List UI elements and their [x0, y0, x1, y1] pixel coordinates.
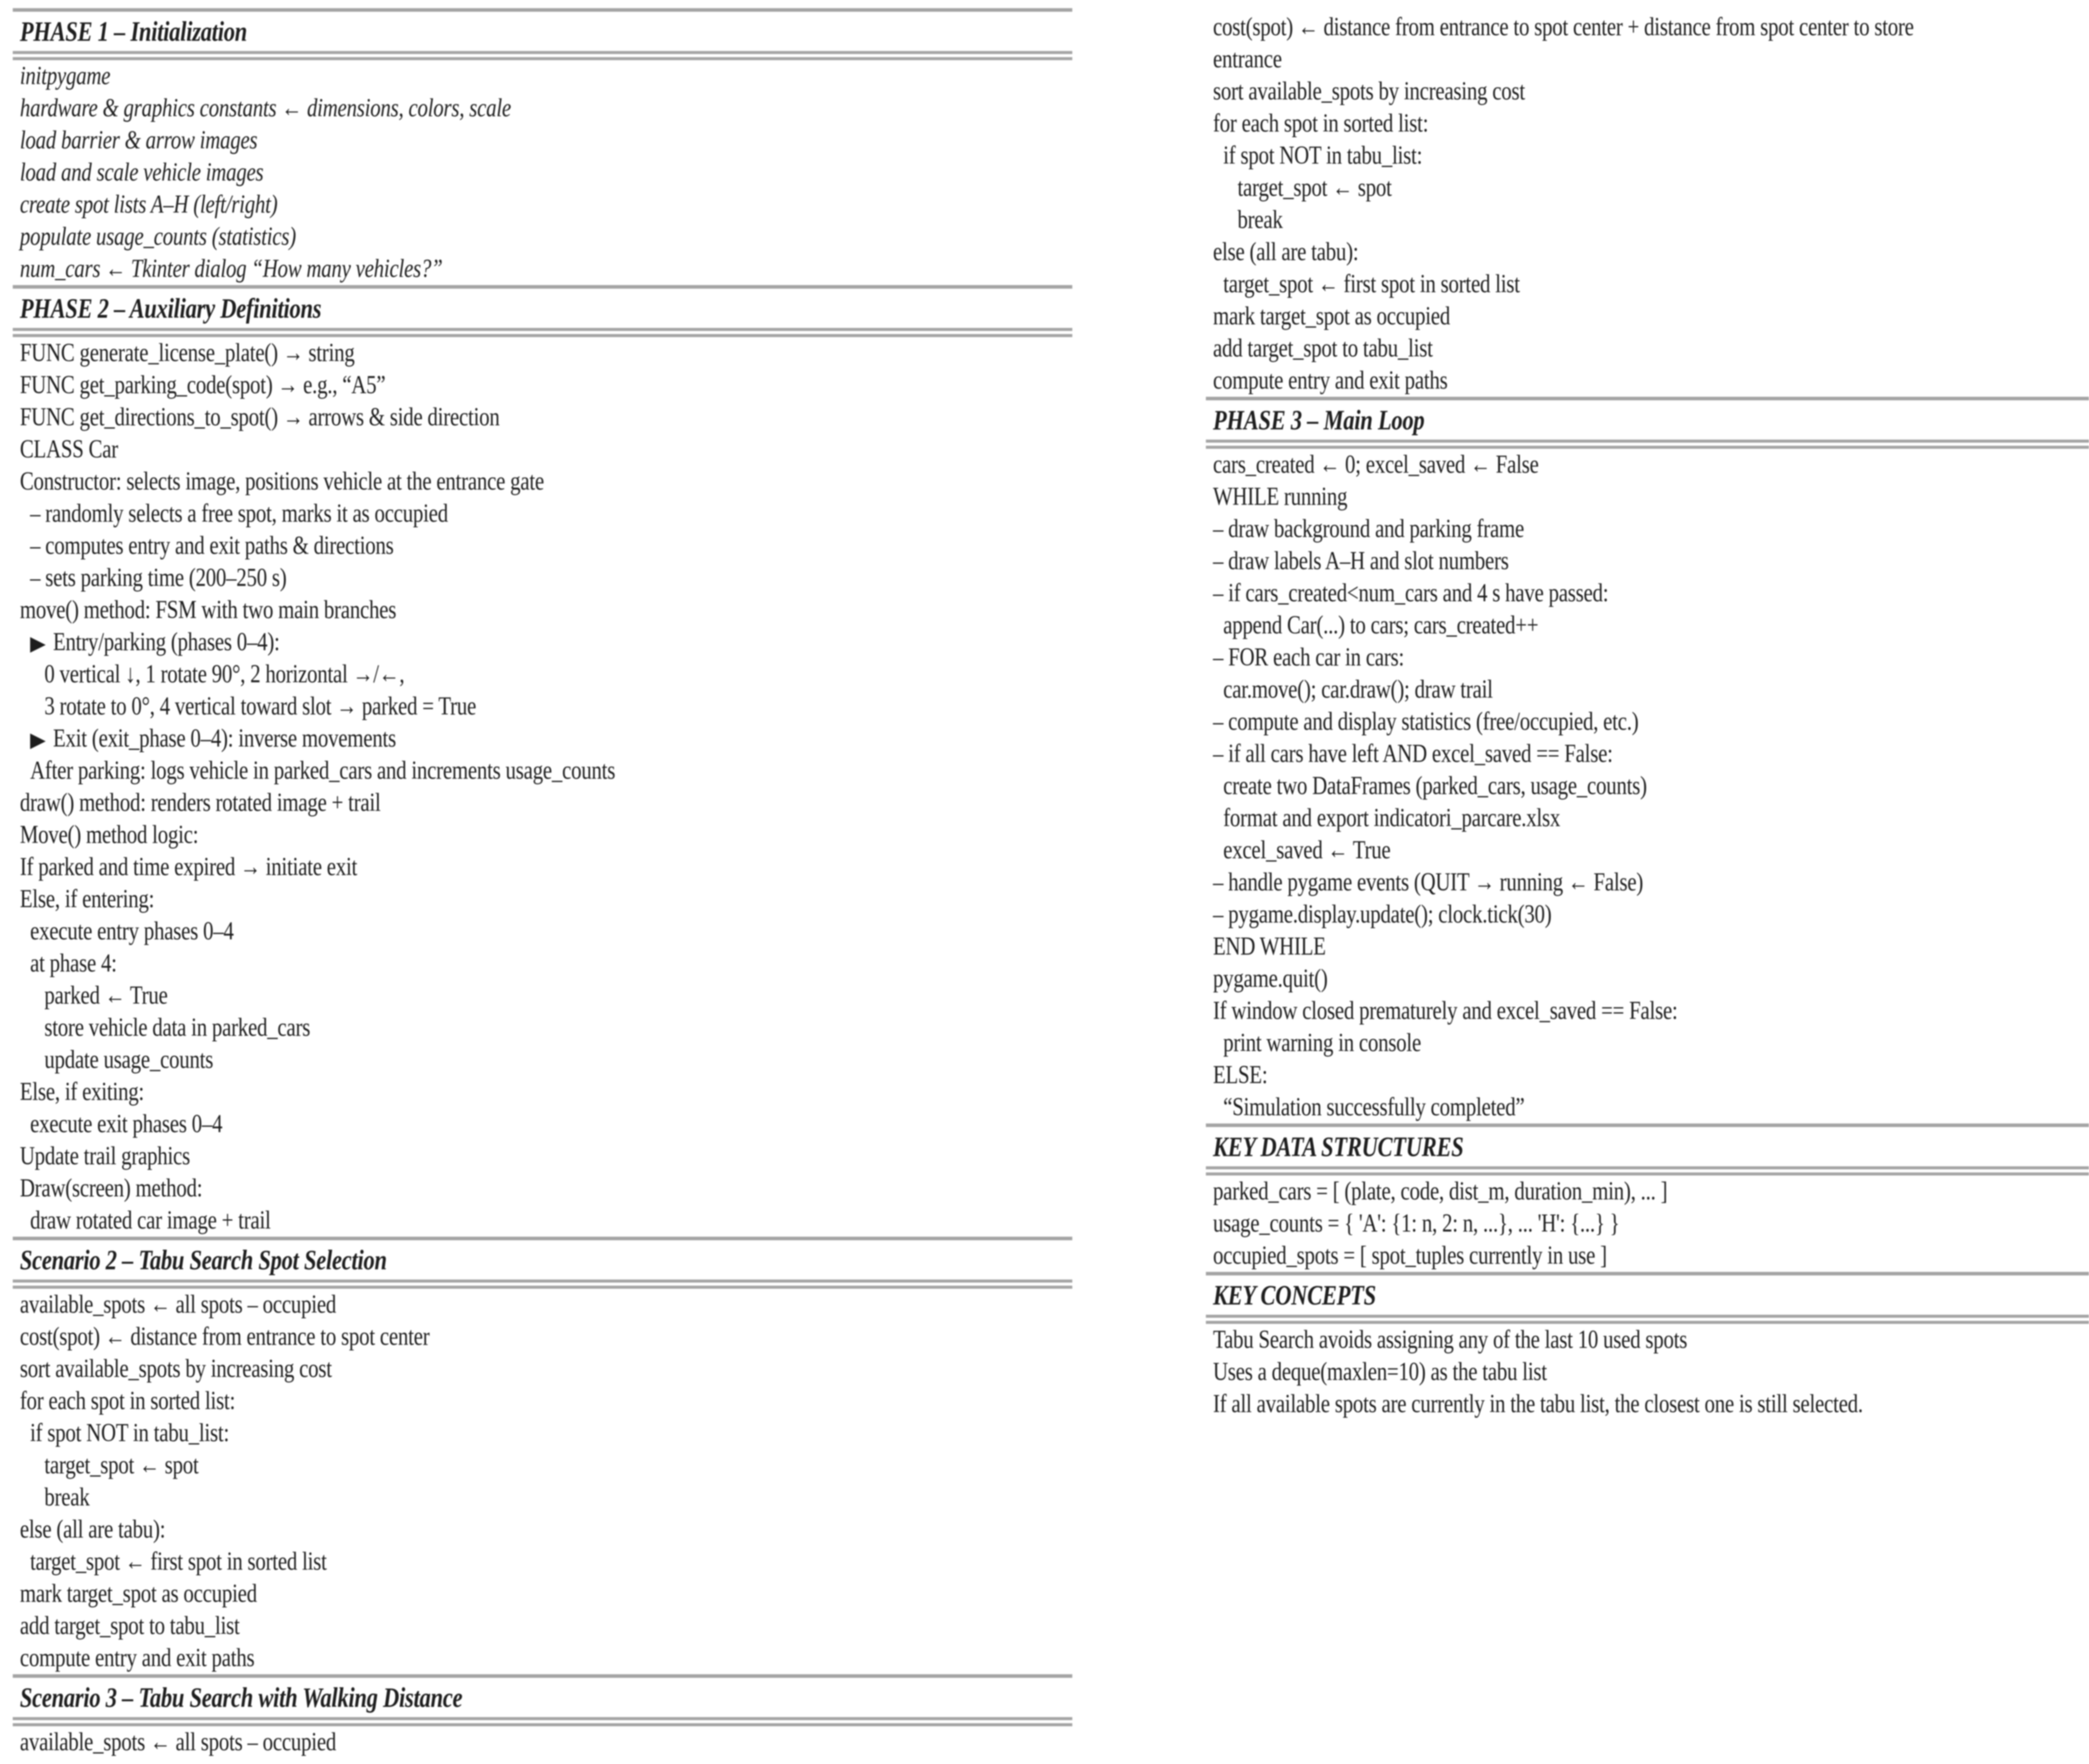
pseudocode-line-text: – if all cars have left AND excel_saved == False: [1213, 739, 1613, 768]
pseudocode-line [1206, 140, 2089, 172]
pseudocode-line [13, 787, 1072, 819]
pseudocode-line [13, 626, 1072, 658]
section-title: PHASE 2 – Auxiliary Definitions [20, 293, 322, 324]
section-title: KEY DATA STRUCTURES [1213, 1131, 1464, 1162]
section-title: Scenario 3 – Tabu Search with Walking Distance [20, 1682, 462, 1713]
section-title: KEY CONCEPTS [1213, 1280, 1376, 1311]
pseudocode-line [13, 1205, 1072, 1237]
pseudocode-line [1206, 333, 2089, 365]
section-phase-3-main-loop [1206, 397, 2089, 1123]
pseudocode-line [1206, 1356, 2089, 1388]
pseudocode-line [1206, 1240, 2089, 1272]
pseudocode-line [13, 530, 1072, 562]
pseudocode-line-text: draw() method: renders rotated image + trail [20, 788, 381, 817]
pseudocode-line-text: Else, if entering: [20, 885, 154, 913]
pseudocode-line [1206, 11, 2089, 43]
pseudocode-line [1206, 172, 2089, 204]
pseudocode-line-text: Exit (exit_phase 0–4): inverse movements [53, 724, 396, 753]
pseudocode-line-text: entrance [1213, 45, 1282, 73]
pseudocode-line-text: break [1237, 206, 1283, 234]
pseudocode-line-text: Else, if exiting: [20, 1078, 144, 1106]
pseudocode-line [13, 1610, 1072, 1642]
pseudocode-line [1206, 995, 2089, 1027]
pseudocode-line-text: available_spots ← all spots – occupied [20, 1290, 337, 1319]
section-header-phase-1-initialization [13, 8, 1072, 60]
pseudocode-line-text: – randomly selects a free spot, marks it as occupied [30, 499, 448, 528]
pseudocode-line [13, 1044, 1072, 1076]
pseudocode-line-text: append Car(...) to cars; cars_created++ [1223, 611, 1539, 640]
pseudocode-line-text: Update trail graphics [20, 1142, 190, 1170]
pseudocode-line [1206, 108, 2089, 140]
pseudocode-line [13, 221, 1072, 253]
pseudocode-line-text: load barrier & arrow images [20, 126, 257, 155]
pseudocode-line [1206, 706, 2089, 738]
pseudocode-line [13, 189, 1072, 221]
pseudocode-line-text: update usage_counts [44, 1045, 214, 1074]
pseudocode-line [13, 1642, 1072, 1674]
pseudocode-line-text: “Simulation successfully completed” [1223, 1093, 1525, 1121]
pseudocode-line-text: parked ← True [44, 981, 168, 1010]
pseudocode-line-text: – compute and display statistics (free/occupied, etc.) [1213, 707, 1639, 736]
pseudocode-line [1206, 545, 2089, 577]
pseudocode-line-text: If parked and time expired → initiate exit [20, 853, 357, 881]
pseudocode-line [13, 1012, 1072, 1044]
section-title: Scenario 2 – Tabu Search Spot Selection [20, 1244, 387, 1275]
pseudocode-line [1206, 1388, 2089, 1420]
pseudocode-line-text: available_spots ← all spots – occupied [20, 1728, 337, 1756]
pseudocode-line-text: FUNC get_parking_code(spot) → e.g., “A5” [20, 371, 385, 399]
pseudocode-line [1206, 931, 2089, 963]
pseudocode-line [1206, 365, 2089, 397]
pseudocode-line-text: print warning in console [1223, 1029, 1421, 1057]
pseudocode-line-text: usage_counts = { 'A': {1: n, 2: n, ...}, ... 'H': {...} } [1213, 1209, 1620, 1238]
pseudocode-line-text: else (all are tabu): [20, 1515, 166, 1544]
pseudocode-line-text: – draw background and parking frame [1213, 515, 1524, 543]
pseudocode-line-text: excel_saved ← True [1223, 836, 1391, 864]
pseudocode-line [1206, 1059, 2089, 1091]
pseudocode-line [1206, 866, 2089, 899]
pseudocode-line [13, 1172, 1072, 1205]
pseudocode-line-text: sort available_spots by increasing cost [1213, 77, 1525, 106]
pseudocode-line-text: Entry/parking (phases 0–4): [53, 628, 280, 656]
pseudocode-line [13, 1481, 1072, 1514]
pseudocode-line [13, 691, 1072, 723]
pseudocode-line-text: sort available_spots by increasing cost [20, 1354, 332, 1383]
section-header-key-data-structures [1206, 1123, 2089, 1175]
pseudocode-line [13, 915, 1072, 948]
pseudocode-line-text: – draw labels A–H and slot numbers [1213, 547, 1509, 575]
pseudocode-line [13, 1417, 1072, 1449]
pseudocode-table-left-column [13, 8, 1072, 1758]
pseudocode-line [1206, 834, 2089, 866]
pseudocode-line-text: add target_spot to tabu_list [1213, 334, 1433, 363]
pseudocode-line [13, 1726, 1072, 1758]
pseudocode-line-text: – FOR each car in cars: [1213, 643, 1404, 672]
pseudocode-line-text: for each spot in sorted list: [1213, 109, 1429, 138]
pseudocode-line [13, 60, 1072, 92]
pseudocode-line [13, 1578, 1072, 1610]
pseudocode-line-text: break [44, 1483, 90, 1512]
section-header-key-concepts [1206, 1272, 2089, 1324]
section-header-scenario-2-tabu-search-spot-selection [13, 1237, 1072, 1289]
section-scenario-3-tabu-search-with-walking-distance [13, 1674, 1072, 1758]
pseudocode-line-text: car.move(); car.draw(); draw trail [1223, 675, 1493, 704]
pseudocode-line-text: After parking: logs vehicle in parked_cars and increments usage_counts [30, 756, 615, 785]
pseudocode-line [1206, 642, 2089, 674]
pseudocode-line-text: at phase 4: [30, 949, 117, 978]
pseudocode-line [1206, 609, 2089, 642]
pseudocode-line [13, 1353, 1072, 1385]
pseudocode-line-text: execute entry phases 0–4 [30, 917, 234, 945]
pseudocode-line-text: 3 rotate to 0°, 4 vertical toward slot → parked = True [44, 692, 476, 721]
pseudocode-line-text: draw rotated car image + trail [30, 1206, 271, 1235]
pseudocode-line [1206, 1027, 2089, 1059]
pseudocode-line-text: store vehicle data in parked_cars [44, 1013, 311, 1042]
section-header-phase-2-auxiliary-definitions [13, 285, 1072, 337]
pseudocode-line [13, 819, 1072, 851]
pseudocode-line-text: Move() method logic: [20, 821, 198, 849]
section-scenario-2-tabu-search-spot-selection [13, 1237, 1072, 1674]
pseudocode-line [1206, 1175, 2089, 1208]
pseudocode-line-text: for each spot in sorted list: [20, 1387, 236, 1415]
pseudocode-line-text: Constructor: selects image, positions vehicle at the entrance gate [20, 467, 544, 496]
pseudocode-line [13, 948, 1072, 980]
pseudocode-line-text: target_spot ← first spot in sorted list [1223, 270, 1520, 298]
pseudocode-line-text: hardware & graphics constants ← dimensions, colors, scale [20, 94, 511, 122]
pseudocode-line [13, 1449, 1072, 1481]
pseudocode-line-text: move() method: FSM with two main branches [20, 596, 396, 624]
pseudocode-line-text: WHILE running [1213, 482, 1348, 511]
pseudocode-line-text: compute entry and exit paths [20, 1644, 254, 1672]
pseudocode-line [1206, 268, 2089, 300]
pseudocode-line [13, 1546, 1072, 1578]
pseudocode-line [13, 723, 1072, 755]
pseudocode-line-text: target_spot ← spot [44, 1451, 199, 1479]
pseudocode-line-text: mark target_spot as occupied [20, 1579, 257, 1608]
pseudocode-line-text: Tabu Search avoids assigning any of the last 10 used spots [1213, 1325, 1687, 1354]
pseudocode-line [1206, 204, 2089, 236]
pseudocode-line [1206, 43, 2089, 75]
pseudocode-line [1206, 899, 2089, 931]
pseudocode-line [1206, 963, 2089, 995]
pseudocode-line [13, 851, 1072, 883]
pseudocode-line [13, 1076, 1072, 1108]
pseudocode-line [13, 253, 1072, 285]
pseudocode-line-text: – pygame.display.update(); clock.tick(30) [1213, 900, 1552, 929]
pseudocode-line [1206, 738, 2089, 770]
pseudocode-line [13, 92, 1072, 124]
pseudocode-line [13, 1140, 1072, 1172]
pseudocode-line [13, 369, 1072, 401]
pseudocode-line-text: Draw(screen) method: [20, 1174, 202, 1203]
pseudocode-line-text: parked_cars = [ (plate, code, dist_m, duration_min), ... ] [1213, 1177, 1668, 1206]
pseudocode-line-text: If window closed prematurely and excel_saved == False: [1213, 996, 1678, 1025]
pseudocode-line [13, 157, 1072, 189]
section-key-concepts [1206, 1272, 2089, 1420]
pseudocode-line [1206, 770, 2089, 802]
pseudocode-line [1206, 1091, 2089, 1123]
pseudocode-line-text: CLASS Car [20, 435, 118, 464]
pseudocode-line [13, 658, 1072, 691]
pseudocode-line [13, 466, 1072, 498]
pseudocode-line-text: num_cars ← Tkinter dialog “How many vehicles?” [20, 254, 443, 283]
pseudocode-line-text: FUNC generate_license_plate() → string [20, 339, 355, 367]
pseudocode-line-text: – computes entry and exit paths & directions [30, 531, 394, 560]
pseudocode-line-text: cost(spot) ← distance from entrance to spot center [20, 1322, 430, 1351]
pseudocode-line-text: – handle pygame events (QUIT → running ← False) [1213, 868, 1643, 897]
pseudocode-line [1206, 577, 2089, 609]
pseudocode-line-text: – if cars_created<num_cars and 4 s have passed: [1213, 579, 1609, 607]
section-phase-2-auxiliary-definitions [13, 285, 1072, 1237]
pseudocode-line-text: pygame.quit() [1213, 964, 1328, 993]
pseudocode-line-text: FUNC get_directions_to_spot() → arrows & side direction [20, 403, 500, 431]
pseudocode-line [1206, 1208, 2089, 1240]
pseudocode-line [1206, 236, 2089, 268]
pseudocode-line-text: if spot NOT in tabu_list: [1223, 141, 1423, 170]
pseudocode-line-text: cars_created ← 0; excel_saved ← False [1213, 450, 1539, 479]
pseudocode-table-right-column [1206, 11, 2089, 1420]
pseudocode-line [1206, 481, 2089, 513]
pseudocode-line-text: else (all are tabu): [1213, 238, 1359, 266]
pseudocode-line [1206, 1324, 2089, 1356]
section-phase-1-initialization [13, 8, 1072, 285]
pseudocode-line-text: target_spot ← spot [1237, 173, 1392, 202]
pseudocode-line [1206, 300, 2089, 333]
pseudocode-line [13, 498, 1072, 530]
pseudocode-line-text: 0 vertical ↓, 1 rotate 90°, 2 horizontal →/←, [44, 660, 405, 688]
pseudocode-line-text: initpygame [20, 62, 111, 90]
pseudocode-line [13, 124, 1072, 157]
pseudocode-line [13, 1321, 1072, 1353]
pseudocode-line [1206, 802, 2089, 834]
pseudocode-line [13, 755, 1072, 787]
section-header-scenario-3-tabu-search-with-walking-distance [13, 1674, 1072, 1726]
pseudocode-line [1206, 449, 2089, 481]
pseudocode-line-text: Uses a deque(maxlen=10) as the tabu list [1213, 1358, 1547, 1386]
section-key-data-structures [1206, 1123, 2089, 1272]
pseudocode-line-text: compute entry and exit paths [1213, 366, 1448, 395]
pseudocode-line-text: END WHILE [1213, 932, 1326, 961]
pseudocode-line [13, 1385, 1072, 1417]
pseudocode-line-text: format and export indicatori_parcare.xlsx [1223, 804, 1560, 832]
section-header-phase-3-main-loop [1206, 397, 2089, 449]
pseudocode-line-text: create two DataFrames (parked_cars, usage_counts) [1223, 772, 1647, 800]
pseudocode-line-text: create spot lists A–H (left/right) [20, 190, 278, 219]
pseudocode-line-text: target_spot ← first spot in sorted list [30, 1547, 327, 1576]
pseudocode-line-text: occupied_spots = [ spot_tuples currently in use ] [1213, 1241, 1607, 1270]
pseudocode-line-text: populate usage_counts (statistics) [20, 222, 296, 251]
pseudocode-line-text: ELSE: [1213, 1061, 1268, 1089]
pseudocode-line [13, 883, 1072, 915]
section-title: PHASE 3 – Main Loop [1213, 404, 1425, 436]
pseudocode-line-text: mark target_spot as occupied [1213, 302, 1450, 330]
pseudocode-line [13, 980, 1072, 1012]
pseudocode-line-text: if spot NOT in tabu_list: [30, 1419, 229, 1447]
pseudocode-line [13, 562, 1072, 594]
triangle-bullet-icon: ▶ [30, 728, 46, 751]
pseudocode-line-text: cost(spot) ← distance from entrance to spot center + distance from spot center to store [1213, 13, 1914, 41]
pseudocode-line [13, 401, 1072, 433]
pseudocode-line [13, 1289, 1072, 1321]
pseudocode-line [13, 433, 1072, 466]
pseudocode-line [13, 1108, 1072, 1140]
pseudocode-line [13, 594, 1072, 626]
section-title: PHASE 1 – Initialization [20, 16, 247, 47]
pseudocode-line [1206, 75, 2089, 108]
triangle-bullet-icon: ▶ [30, 632, 46, 655]
pseudocode-line [1206, 674, 2089, 706]
pseudocode-line-text: execute exit phases 0–4 [30, 1110, 222, 1138]
pseudocode-line [13, 1514, 1072, 1546]
pseudocode-line-text: add target_spot to tabu_list [20, 1612, 240, 1640]
pseudocode-line-text: – sets parking time (200–250 s) [30, 564, 287, 592]
pseudocode-line [13, 337, 1072, 369]
pseudocode-line-text: If all available spots are currently in the tabu list, the closest one is still selected. [1213, 1390, 1863, 1418]
pseudocode-line-text: load and scale vehicle images [20, 158, 264, 187]
pseudocode-line [1206, 513, 2089, 545]
